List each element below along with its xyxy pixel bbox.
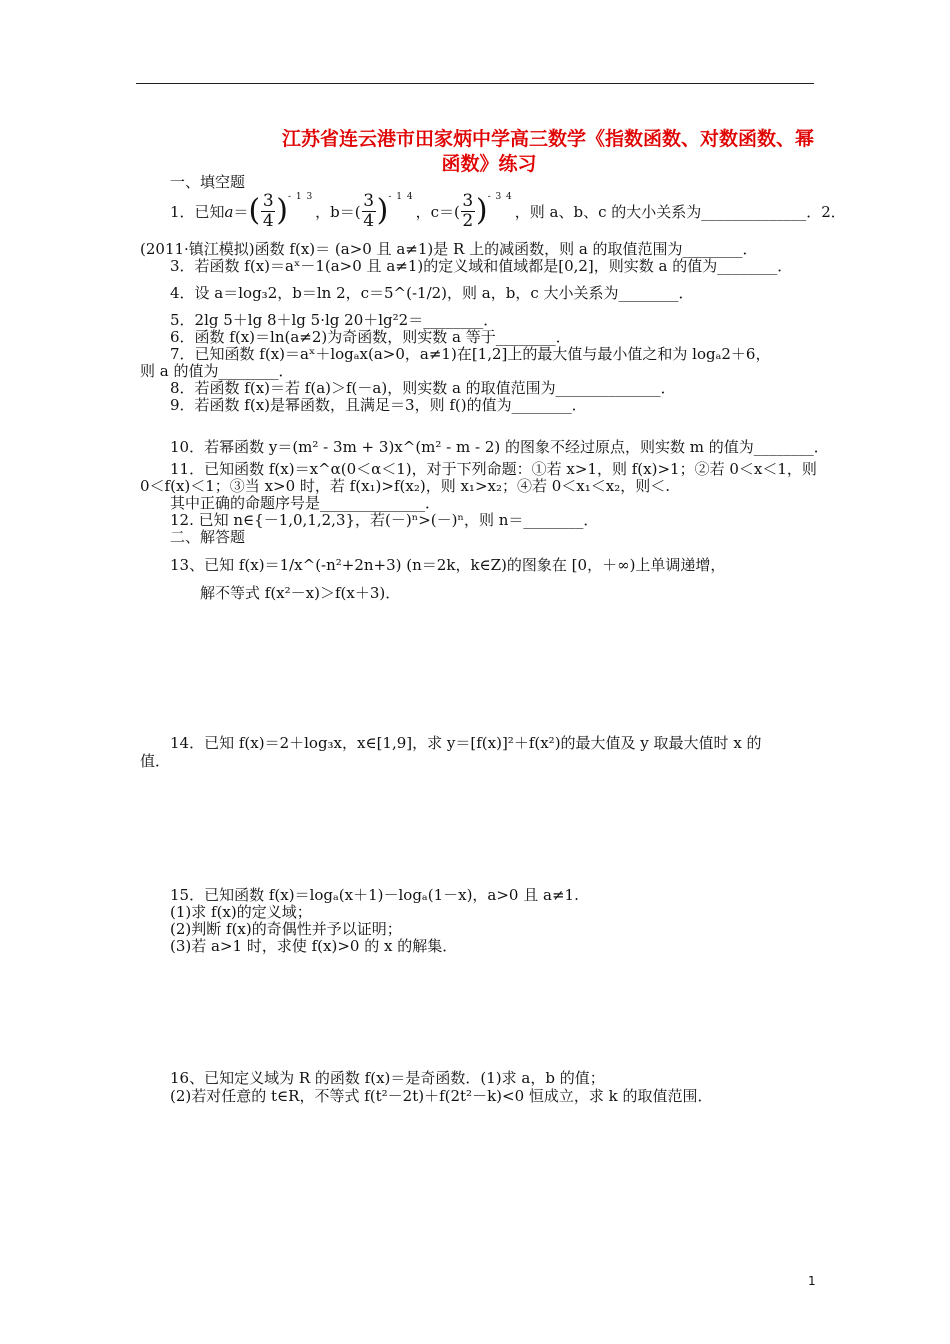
question-16-line1: 16、已知定义域为 R 的函数 f(x)＝是奇函数．(1)求 a，b 的值； (170, 1069, 605, 1087)
question-14-line2: 值． (140, 752, 171, 770)
fraction-a: $\frac{3}{4}$ (262, 190, 274, 231)
fraction-b: $\frac{3}{4}$ (363, 190, 375, 231)
question-15-line1: 15．已知函数 f(x)＝logₐ(x＋1)－logₐ(1－x)，a>0 且 a≠1. (170, 886, 579, 904)
header-rule (136, 83, 814, 84)
question-7-line1: 7．已知函数 f(x)＝aˣ＋logₐx(a>0，a≠1)在[1,2]上的最大值与最小值之和为 logₐ2＋6， (170, 345, 771, 363)
question-11-line3: 其中正确的命题序号是______________． (170, 494, 441, 512)
page-number: 1 (808, 1274, 816, 1288)
question-8: 8．若函数 f(x)＝若 f(a)＞f(－a)，则实数 a 的取值范围为______________． (170, 379, 676, 397)
question-10: 10．若幂函数 y＝(m² - 3m + 3)x^(m² - m - 2) 的图象不经过原点，则实数 m 的值为________． (170, 438, 829, 456)
question-14-line1: 14．已知 f(x)＝2＋log₃x，x∈[1,9]，求 y＝[f(x)]²＋f(x²)的最大值及 y 取最大值时 x 的 (170, 734, 762, 752)
question-11-line2: 0＜f(x)＜1；③当 x>0 时，若 f(x₁)>f(x₂)，则 x₁>x₂；④若 0＜x₁＜x₂，则＜. (140, 477, 671, 495)
section-solutions: 二、解答题 (170, 528, 246, 546)
question-7-line2: 则 a 的值为________． (140, 362, 294, 380)
question-11-line1: 11．已知函数 f(x)＝x^α(0＜α＜1)，对于下列命题：①若 x>1，则 f(x)>1；②若 0＜x＜1，则 (170, 460, 817, 478)
question-12: 12. 已知 n∈{－1,0,1,2,3}，若(－)ⁿ>(－)ⁿ，则 n＝________． (170, 511, 599, 529)
question-6: 6．函数 f(x)＝ln(a≠2)为奇函数，则实数 a 等于________． (170, 328, 571, 346)
question-9: 9．若函数 f(x)是幂函数，且满足＝3，则 f()的值为________． (170, 396, 587, 414)
question-16-line2: (2)若对任意的 t∈R，不等式 f(t²－2t)＋f(2t²－k)<0 恒成立，求 k 的取值范围． (170, 1087, 713, 1105)
section-fill-in-blank: 一、填空题 (170, 173, 246, 191)
question-4: 4．设 a＝log₃2，b＝ln 2，c＝5^(-1/2)，则 a，b，c 大小关系为________． (170, 284, 694, 302)
question-5: 5．2lg 5＋lg 8＋lg 5·lg 20＋lg²2＝________． (170, 311, 499, 329)
question-15-part3: (3)若 a>1 时，求使 f(x)>0 的 x 的解集． (170, 937, 458, 955)
document-title-line1: 江苏省连云港市田家炳中学高三数学《指数函数、对数函数、幂 (281, 128, 814, 150)
question-1: 1．已知 a＝ ( $\frac{3}{4}$ ) - 1 3 ，b＝( $\frac{3}{4}$ ) - 1 4 ，c＝( $\frac{3}{2}$ ) - 3 4 ，则 a、b、c 的大小关系为______________．2． (170, 190, 846, 231)
fraction-c: $\frac{3}{2}$ (462, 190, 474, 231)
question-13-line1: 13、已知 f(x)＝1/x^(-n²+2n+3) (n＝2k，k∈Z)的图象在 [0，＋∞)上单调递增， (170, 556, 726, 574)
document-title-line2: 函数》练习 (441, 153, 537, 175)
question-2: (2011·镇江模拟)函数 f(x)＝ (a>0 且 a≠1)是 R 上的减函数，则 a 的取值范围为________． (140, 240, 758, 258)
question-3: 3．若函数 f(x)＝aˣ－1(a>0 且 a≠1)的定义域和值域都是[0,2]，则实数 a 的值为________． (170, 257, 793, 275)
question-15-part2: (2)判断 f(x)的奇偶性并予以证明； (170, 920, 402, 938)
question-13-line2: 解不等式 f(x²－x)＞f(x＋3)． (200, 584, 401, 602)
question-15-part1: (1)求 f(x)的定义域； (170, 903, 312, 921)
